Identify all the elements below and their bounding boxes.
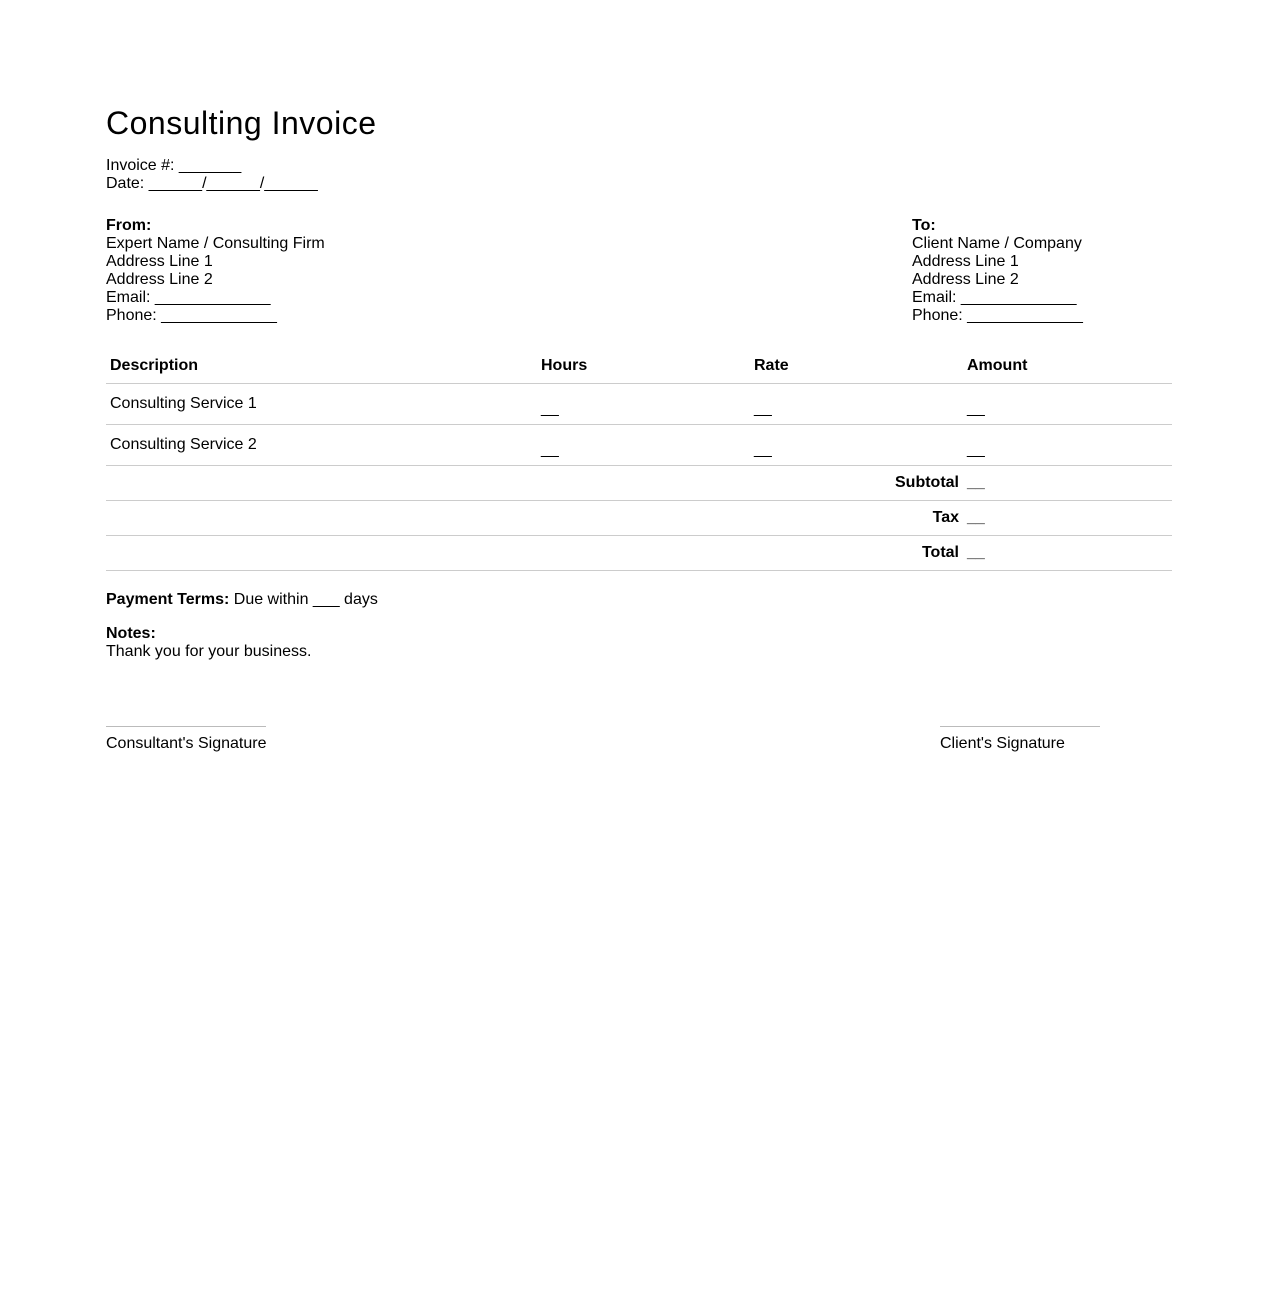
tax-label: Tax [932,509,959,526]
to-name: Client Name / Company [912,235,1082,252]
signature-line [940,726,1100,727]
to-email: Email: _____________ [912,289,1077,306]
line-items-table [106,349,1172,571]
notes-text: Thank you for your business. [106,643,312,660]
consultant-signature [106,726,266,753]
client-signature [940,726,1100,753]
total-value: __ [967,544,985,561]
from-email: Email: _____________ [106,289,271,306]
to-block [912,217,1083,325]
from-name: Expert Name / Consulting Firm [106,235,325,252]
row-amount: __ [967,441,985,458]
invoice-meta [106,157,318,193]
from-block [106,217,325,325]
payment-terms-label: Payment Terms: [106,591,230,608]
from-address-1: Address Line 1 [106,253,213,270]
row-description: Consulting Service 1 [110,395,257,412]
tax-row [106,501,1172,536]
header-rate: Rate [754,357,789,374]
header-hours: Hours [541,357,588,374]
tax-value: __ [967,509,985,526]
subtotal-value: __ [967,474,985,491]
payment-terms [106,591,378,609]
consultant-signature-label: Consultant's Signature [106,735,267,752]
to-label: To: [912,217,936,234]
row-rate: __ [754,400,772,417]
subtotal-row [106,466,1172,501]
row-description: Consulting Service 2 [110,436,257,453]
from-label: From: [106,217,152,234]
from-address-2: Address Line 2 [106,271,213,288]
table-row [106,384,1172,425]
invoice-number: Invoice #: _______ [106,157,242,174]
row-hours: __ [541,400,559,417]
subtotal-label: Subtotal [895,474,959,491]
notes-label: Notes: [106,625,156,642]
invoice-date: Date: ______/______/______ [106,175,318,192]
signature-line [106,726,266,727]
from-phone: Phone: _____________ [106,307,277,324]
to-address-2: Address Line 2 [912,271,1019,288]
page-title: Consulting Invoice [106,105,377,141]
total-label: Total [921,544,959,561]
row-rate: __ [754,441,772,458]
total-row [106,536,1172,571]
to-address-1: Address Line 1 [912,253,1019,270]
row-hours: __ [541,441,559,458]
header-amount: Amount [967,357,1028,374]
table-header-row [106,349,1172,384]
row-amount: __ [967,400,985,417]
header-description: Description [110,357,199,374]
table-row [106,425,1172,466]
client-signature-label: Client's Signature [940,735,1065,752]
payment-terms-text: Due within ___ days [229,591,378,608]
to-phone: Phone: _____________ [912,307,1083,324]
notes [106,625,311,661]
